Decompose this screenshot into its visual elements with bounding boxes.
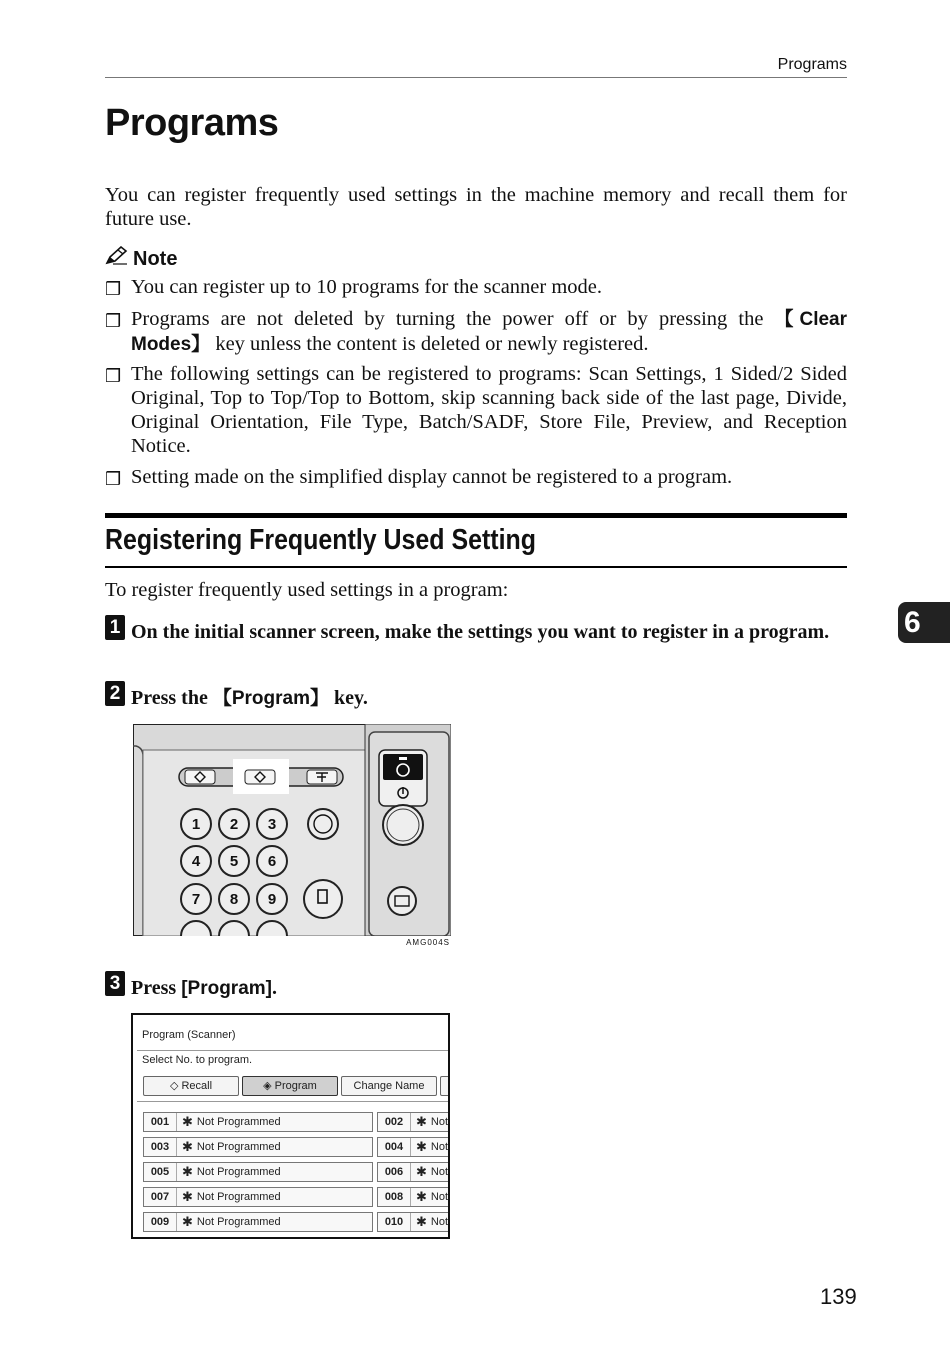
asterisk-icon: ✱ [182, 1214, 193, 1229]
program-slot-009[interactable]: 009 ✱ Not Programmed [143, 1212, 373, 1232]
program-key-label: 【Program】 [212, 688, 329, 709]
note-item: ❒ You can register up to 10 programs for the scanner mode. [105, 276, 603, 299]
tab-overflow[interactable] [440, 1076, 450, 1096]
keypad-key-6 [257, 846, 287, 876]
svg-text:4: 4 [191, 853, 201, 870]
svg-text:9: 9 [267, 891, 277, 908]
svg-text:5: 5 [229, 853, 239, 870]
asterisk-icon: ✱ [182, 1139, 193, 1154]
figure-code: AMG004S [406, 938, 450, 947]
asterisk-icon: ✱ [182, 1189, 193, 1204]
asterisk-icon: ✱ [416, 1164, 427, 1179]
note-label: Note [133, 247, 178, 270]
chapter-tab: 6 [898, 602, 950, 643]
program-slot-005[interactable]: 005 ✱ Not Programmed [143, 1162, 373, 1182]
screen-instruction: Select No. to program. [142, 1054, 253, 1066]
program-slot-006[interactable]: 006 ✱ Not [377, 1162, 450, 1182]
program-button-label: [Program] [181, 978, 272, 999]
program-slot-001[interactable]: 001 ✱ Not Programmed [143, 1112, 373, 1132]
step-number: 1 [105, 615, 125, 640]
tab-change-name[interactable]: Change Name [341, 1076, 437, 1096]
keypad-key-2 [219, 809, 249, 839]
keypad-key-8 [219, 884, 249, 914]
keypad-key-5 [219, 846, 249, 876]
svg-text:1: 1 [191, 816, 201, 833]
clear-modes-key-label: 【Clear Modes】 [131, 309, 847, 355]
asterisk-icon: ✱ [416, 1189, 427, 1204]
asterisk-icon: ✱ [416, 1214, 427, 1229]
svg-text:2: 2 [229, 816, 239, 833]
program-slot-008[interactable]: 008 ✱ Not [377, 1187, 450, 1207]
svg-text:3: 3 [267, 816, 277, 833]
intro-paragraph: You can register frequently used settings in the machine memory and recall them for future use. [105, 184, 847, 230]
checkbox-bullet-icon: ❒ [105, 469, 122, 489]
section-rule [105, 513, 847, 518]
checkbox-bullet-icon: ❒ [105, 311, 122, 331]
svg-text:8: 8 [229, 891, 239, 908]
step-text: On the initial scanner screen, make the settings you want to register in a program. [131, 621, 830, 643]
step-text: Press the 【Program】 key. [131, 687, 368, 709]
page-title: Programs [105, 102, 279, 144]
asterisk-icon: ✱ [416, 1114, 427, 1129]
header-rule [105, 77, 847, 78]
keypad-key-7 [181, 884, 211, 914]
section-rule [105, 566, 847, 568]
program-scanner-screen [131, 1013, 450, 1239]
note-item: ❒ Programs are not deleted by turning the power off or by pressing the 【Clear Modes】 key unless the content is deleted or newly registered. [105, 308, 847, 355]
pencil-icon [105, 246, 129, 272]
program-slot-010[interactable]: 010 ✱ Not [377, 1212, 450, 1232]
program-slot-007[interactable]: 007 ✱ Not Programmed [143, 1187, 373, 1207]
program-slot-004[interactable]: 004 ✱ Not [377, 1137, 450, 1157]
keypad-key-3 [257, 809, 287, 839]
asterisk-icon: ✱ [182, 1164, 193, 1179]
keypad-key-9 [257, 884, 287, 914]
keypad-key-4 [181, 846, 211, 876]
asterisk-icon: ✱ [182, 1114, 193, 1129]
svg-text:7: 7 [191, 891, 201, 908]
running-header: Programs [777, 56, 847, 73]
keypad-key-1 [181, 809, 211, 839]
control-panel-illustration [133, 724, 451, 936]
step-text: Press [Program]. [131, 977, 277, 999]
svg-text:6: 6 [267, 853, 277, 870]
section-lead: To register frequently used settings in a program: [105, 579, 509, 601]
checkbox-bullet-icon: ❒ [105, 366, 122, 386]
page-number: 139 [820, 1284, 857, 1309]
note-heading [105, 246, 177, 272]
note-item: ❒ Setting made on the simplified display cannot be registered to a program. [105, 466, 733, 489]
asterisk-icon: ✱ [416, 1139, 427, 1154]
section-title: Registering Frequently Used Setting [105, 524, 536, 556]
program-slot-002[interactable]: 002 ✱ Not [377, 1112, 450, 1132]
screen-title: Program (Scanner) [142, 1029, 236, 1041]
program-slot-003[interactable]: 003 ✱ Not Programmed [143, 1137, 373, 1157]
tab-recall[interactable]: ◇ Recall [143, 1076, 239, 1096]
step-number: 2 [105, 681, 125, 706]
checkbox-bullet-icon: ❒ [105, 279, 122, 299]
tab-program[interactable]: ◈ Program [242, 1076, 338, 1096]
step-number: 3 [105, 971, 125, 996]
note-item: ❒ The following settings can be registered to programs: Scan Settings, 1 Sided/2 Sided Original, Top to Top/Top to Bottom, skip scanning back side of the last page, Divide, Original Orientation, File Type, Batch/SADF, Store File, Preview, and Reception Notice. [105, 363, 847, 457]
